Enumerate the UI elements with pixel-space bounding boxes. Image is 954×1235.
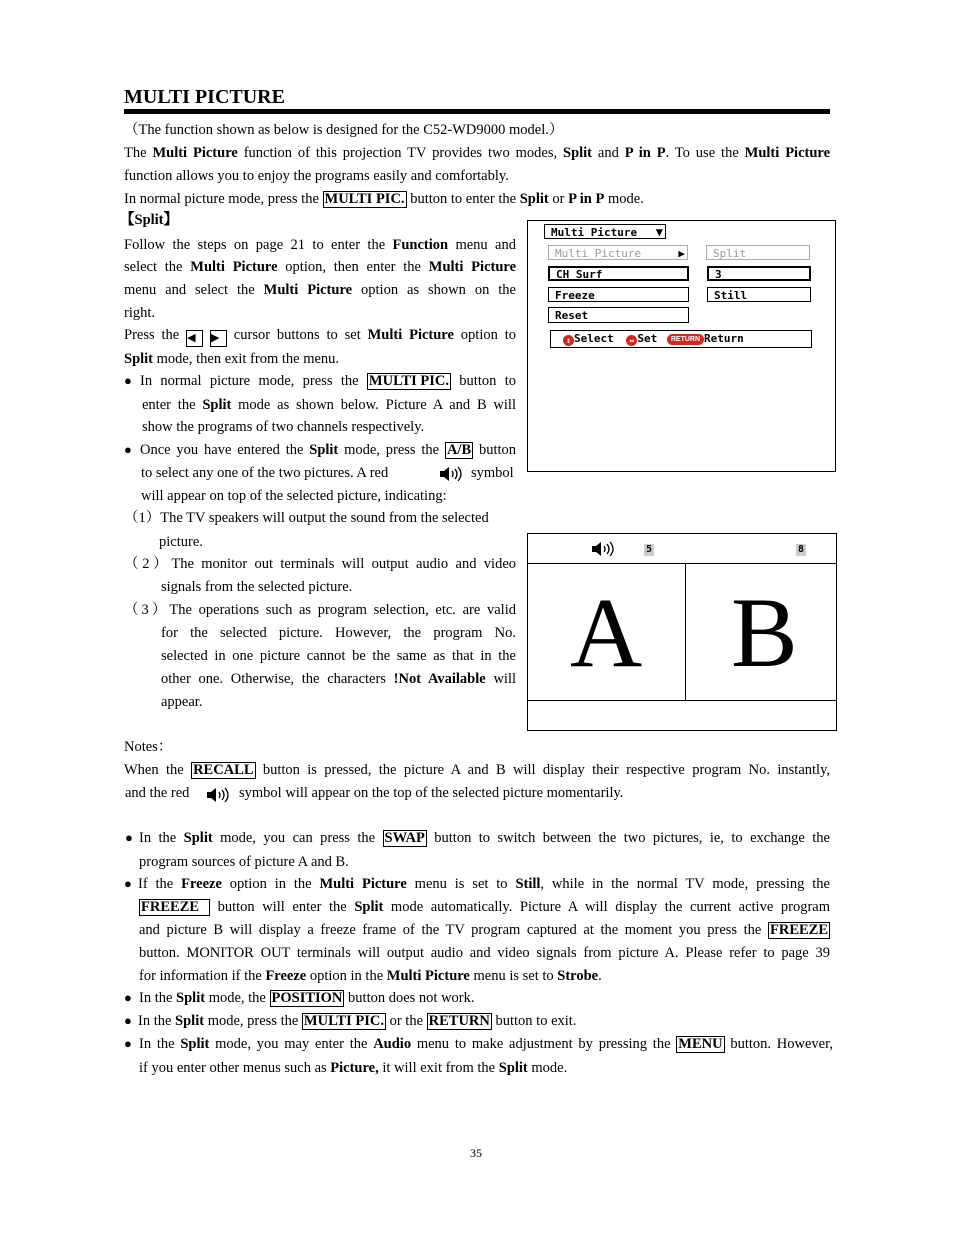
right-arrow-key: ▶	[210, 330, 227, 347]
speaker-icon	[591, 541, 615, 562]
osd-value-multi-picture: Split	[706, 245, 810, 260]
model-note: （The function shown as below is designed for the C52-WD9000 model.）	[124, 122, 564, 138]
bullet-7-line-2: if you enter other menus such as Picture, it will exit from the Split mode.	[139, 1060, 568, 1076]
osd-row-multi-picture: Multi Picture ▶	[548, 245, 688, 260]
bullet-2-symbol-word: symbol	[471, 465, 514, 481]
bullet-5-line-1: In the Split mode, the POSITION button does not work.	[139, 990, 475, 1006]
intro-line-2: function allows you to enjoy the programs easily and comfortably.	[124, 168, 509, 184]
left-line-5: Press the ◀ ▶ cursor buttons to set Multi Picture option to	[124, 326, 516, 347]
bullet-4-line-2: FREEZE button will enter the Split mode automatically. Picture A will display the current active program	[141, 899, 830, 915]
page-title: MULTI PICTURE	[124, 86, 285, 108]
bullet-1-marker: ●	[124, 373, 132, 388]
bullet-2-line-1: Once you have entered the Split mode, press the A/B button	[140, 442, 517, 458]
return-badge-icon: RETURN	[667, 334, 704, 345]
bullet-7-line-1: In the Split mode, you may enter the Audio menu to make adjustment by pressing the MENU button. However,	[139, 1036, 833, 1052]
notes-line-2-end: symbol will appear on the top of the selected picture momentarily.	[239, 785, 624, 801]
page-number: 35	[470, 1146, 482, 1160]
multi-pic-key: MULTI PIC.	[368, 373, 449, 389]
osd-hint-bar: ↕ Select ↔ Set RETURN Return	[550, 330, 812, 348]
picture-a-label: A	[570, 577, 643, 688]
bullet-3-line-2: program sources of picture A and B.	[139, 854, 349, 870]
heading-rule	[124, 109, 830, 114]
notes-label: Notes：	[124, 739, 173, 755]
bullet-4-line-5: for information if the Freeze option in the Multi Picture menu is set to Strobe.	[139, 968, 602, 984]
picture-b-label: B	[731, 577, 798, 688]
note-3-line-1: （3）The operations such as program selection, etc. are valid	[124, 602, 516, 618]
intro-line-3: In normal picture mode, press the MULTI PIC. button to enter the Split or P in P mode.	[124, 191, 644, 207]
bullet-6-marker: ●	[124, 1013, 132, 1028]
note-3-line-3: selected in one picture cannot be the same as that in the	[161, 648, 516, 664]
freeze-key: FREEZE	[769, 922, 828, 938]
bullet-3-marker: ●	[125, 830, 133, 845]
right-channel-number: 8	[798, 544, 805, 555]
bullet-7-marker: ●	[124, 1036, 132, 1051]
left-right-icon: ↔	[626, 335, 637, 346]
note-2-line-1: （2）The monitor out terminals will output audio and video	[124, 556, 516, 572]
bullet-2-line-3: will appear on top of the selected picture, indicating:	[141, 488, 447, 504]
return-key: RETURN	[428, 1013, 490, 1029]
bullet-1-line-3: show the programs of two channels respectively.	[142, 419, 425, 435]
split-vertical-divider	[685, 564, 686, 700]
split-heading: 【Split】	[120, 212, 179, 228]
left-channel-number: 5	[646, 544, 653, 555]
note-3-line-5: appear.	[161, 694, 203, 710]
osd-row-freeze: Freeze	[548, 287, 689, 302]
position-key: POSITION	[271, 990, 343, 1006]
left-line-3: menu and select the Multi Picture option as shown on the	[124, 282, 516, 298]
note-3-line-2: for the selected picture. However, the program No.	[161, 625, 516, 641]
multi-pic-key: MULTI PIC.	[324, 191, 405, 207]
bullet-3-line-1: In the Split mode, you can press the SWAP button to switch between the two pictures, ie, to exchange the	[139, 830, 830, 846]
menu-key: MENU	[678, 1036, 723, 1052]
bullet-6-line-1: In the Split mode, press the MULTI PIC. or the RETURN button to exit.	[138, 1013, 577, 1029]
bullet-4-line-4: button. MONITOR OUT terminals will output audio and video signals from picture A. Please refer to page 39	[139, 945, 830, 961]
split-bottom-divider	[528, 700, 836, 701]
osd-row-ch-surf: CH Surf	[548, 266, 689, 281]
note-1-line-1: （1）The TV speakers will output the sound from the selected	[124, 510, 489, 526]
recall-key: RECALL	[193, 762, 254, 778]
left-line-4: right.	[124, 305, 156, 321]
osd-value-ch-surf: 3	[707, 266, 811, 281]
split-top-divider	[528, 563, 836, 564]
speaker-icon	[439, 466, 463, 487]
note-2-line-2: signals from the selected picture.	[161, 579, 353, 595]
swap-key: SWAP	[384, 830, 425, 846]
up-down-icon: ↕	[563, 335, 574, 346]
bullet-4-marker: ●	[124, 876, 132, 891]
bullet-2-marker: ●	[124, 442, 132, 457]
left-line-1: Follow the steps on page 21 to enter the Function menu and	[124, 237, 516, 253]
ab-key: A/B	[446, 442, 472, 458]
play-arrow-icon: ▶	[678, 247, 685, 260]
left-line-2: select the Multi Picture option, then enter the Multi Picture	[124, 259, 517, 275]
left-line-6: Split mode, then exit from the menu.	[124, 351, 340, 367]
bullet-5-marker: ●	[124, 990, 132, 1005]
bullet-4-line-1: If the Freeze option in the Multi Picture menu is set to Still, while in the normal TV mode, pressing the	[138, 876, 830, 892]
osd-row-reset: Reset	[548, 307, 689, 323]
notes-line-1: When the RECALL button is pressed, the picture A and B will display their respective program No. instantly,	[124, 762, 831, 778]
osd-menu-title: Multi Picture ▼	[544, 224, 666, 239]
dropdown-arrow-icon: ▼	[655, 225, 663, 239]
bullet-2-line-2: to select any one of the two pictures. A red	[141, 465, 389, 481]
osd-value-freeze: Still	[707, 287, 811, 302]
bullet-1-line-2: enter the Split mode as shown below. Picture A and B will	[142, 397, 516, 413]
note-1-line-2: picture.	[159, 534, 203, 550]
note-3-line-4: other one. Otherwise, the characters !Not Available will	[161, 671, 517, 687]
freeze-key: FREEZE	[139, 899, 210, 916]
intro-line-1: The Multi Picture function of this projection TV provides two modes, Split and P in P. To use the Multi Picture	[124, 145, 831, 161]
multi-pic-key: MULTI PIC.	[303, 1013, 384, 1029]
bullet-4-line-3: and picture B will display a freeze frame of the TV program captured at the moment you press the FREEZE	[139, 922, 828, 938]
speaker-icon	[206, 787, 230, 808]
notes-line-2-start: and the red	[125, 785, 190, 801]
bullet-1-line-1: In normal picture mode, press the MULTI PIC. button to	[140, 373, 516, 389]
left-arrow-key: ◀	[186, 330, 203, 347]
